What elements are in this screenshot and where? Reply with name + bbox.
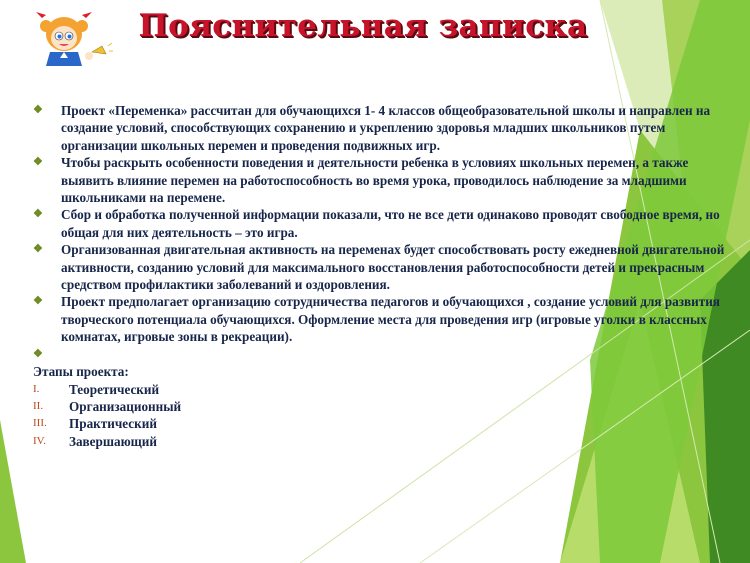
bullet-list	[33, 102, 728, 363]
bullet-text: Сбор и обработка полученной информации показали, что не все дети одинаково проводят свободное время, но общая для них деятельность – это игра.	[61, 207, 720, 240]
left-green-stripe-bottom	[0, 420, 26, 563]
bullet-text: Проект предполагает организацию сотрудничества педагогов и обучающихся , создание условий для развития творческого потенциала обучающихся. Оформление места для проведения игр (игровые уголки в классных комнатах, игровые зоны в рекреации).	[61, 294, 720, 345]
stage-label: Теоретический	[69, 381, 160, 397]
bullet-item	[33, 293, 728, 345]
bullet-text	[61, 347, 64, 362]
stage-item	[33, 381, 728, 398]
bullet-text: Проект «Переменка» рассчитан для обучающихся 1- 4 классов общеобразовательной школы и направлен на создание условий, способствующих сохранению и укреплению здоровья младших школьников путем организации школьных перемен и проведения подвижных игр.	[61, 103, 711, 153]
diamond-bullet-icon: ❖	[33, 104, 43, 116]
bullet-text: Чтобы раскрыть особенности поведения и деятельности ребенка в условиях школьных перемен, а также выявить влияние перемен на работоспособность во время урока, проводилось наблюдение за младшими школьниками на перемене.	[61, 155, 689, 206]
stage-number: II.	[33, 399, 44, 412]
diamond-bullet-icon: ❖	[33, 295, 43, 308]
stages-heading: Этапы проекта:	[33, 364, 129, 380]
bullet-item	[33, 102, 728, 154]
diamond-bullet-icon: ❖	[33, 156, 43, 169]
stage-number: IV.	[33, 434, 46, 447]
stage-number: I.	[33, 382, 40, 395]
stage-number: III.	[33, 417, 47, 430]
bullet-item	[33, 241, 728, 293]
bullet-item-empty	[33, 346, 728, 363]
bullet-text: Организованная двигательная активность на переменах будет способствовать росту ежедневной двигательной активности, созданию условий для максимального восстановления работоспособности детей и прекрасным средством профилактики заболеваний и оздоровления.	[61, 242, 725, 293]
diamond-bullet-icon: ❖	[33, 347, 43, 360]
slide-content	[33, 102, 728, 450]
diamond-bullet-icon: ❖	[33, 243, 43, 256]
slide-title: Пояснительная записка	[138, 8, 588, 44]
stages-list	[33, 381, 728, 451]
stage-label: Завершающий	[69, 433, 157, 449]
diamond-bullet-icon: ❖	[33, 208, 43, 221]
stage-item	[33, 398, 728, 415]
bullet-item	[33, 154, 728, 206]
stage-label: Практический	[69, 416, 157, 432]
bullet-item	[33, 206, 728, 241]
stage-item	[33, 415, 728, 432]
stage-item	[33, 433, 728, 450]
cartoon-child-with-bell-icon	[34, 6, 114, 68]
stage-label: Организационный	[69, 398, 182, 414]
